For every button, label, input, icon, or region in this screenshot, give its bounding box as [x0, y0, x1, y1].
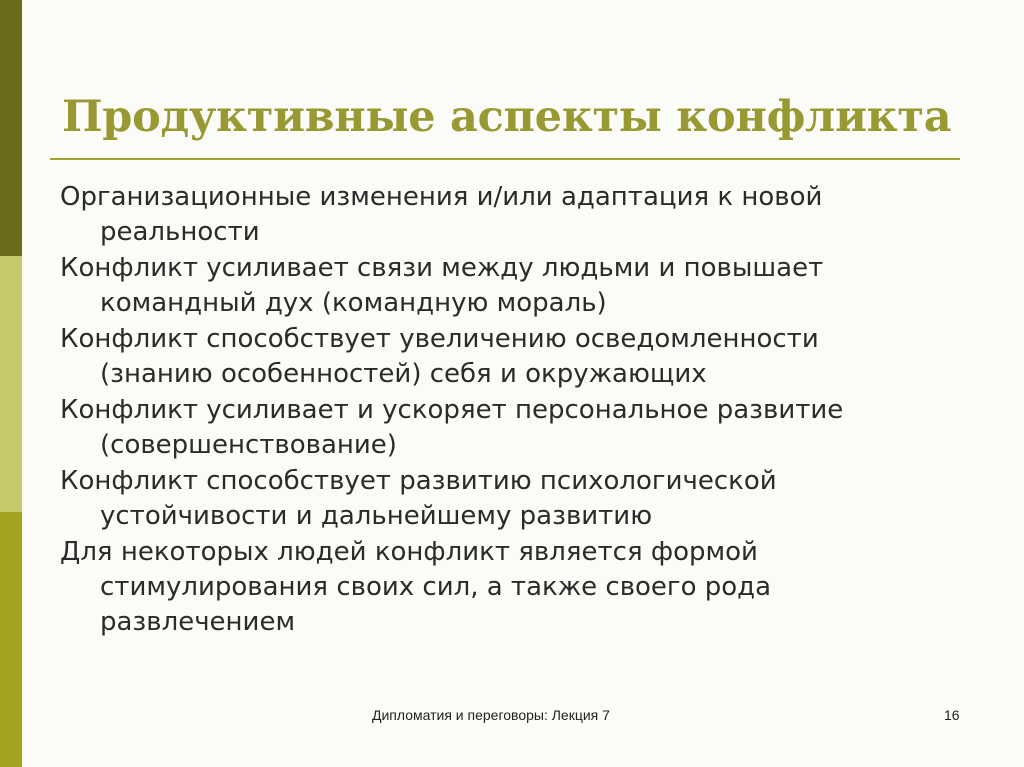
bullet-line: Организационные изменения и/или адаптация к новой: [60, 182, 823, 212]
bullet-line: Конфликт способствует развитию психологической: [60, 466, 777, 496]
bullet-line: Конфликт усиливает и ускоряет персональное развитие: [60, 395, 844, 425]
bullet-line: (знанию особенностей) себя и окружающих: [100, 359, 707, 389]
bullet-line: стимулирования своих сил, а также своего рода: [100, 572, 772, 602]
sidebar-segment-bottom: [0, 512, 22, 767]
sidebar-accent-bar: [0, 0, 22, 767]
slide-footer: Дипломатия и переговоры: Лекция 7: [372, 707, 610, 723]
bullet-line: развлечением: [100, 607, 296, 637]
bullet-line: командный дух (командную мораль): [100, 288, 607, 318]
bullet-line: устойчивости и дальнейшему развитию: [100, 501, 653, 531]
bullet-line: Для некоторых людей конфликт является формой: [60, 537, 758, 567]
bullet-item: [60, 535, 990, 640]
bullet-line: реальности: [100, 217, 260, 247]
bullet-line: Конфликт способствует увеличению осведомленности: [60, 324, 819, 354]
bullet-list: [60, 180, 990, 641]
bullet-line: Конфликт усиливает связи между людьми и повышает: [60, 253, 824, 283]
slide-title: Продуктивные аспекты конфликта: [62, 92, 952, 142]
page-number: 16: [944, 707, 960, 723]
sidebar-segment-top: [0, 0, 22, 256]
sidebar-segment-middle: [0, 256, 22, 512]
bullet-item: [60, 393, 990, 463]
bullet-line: (совершенствование): [100, 430, 397, 460]
title-underline: [50, 158, 960, 160]
bullet-item: [60, 180, 990, 250]
bullet-item: [60, 464, 990, 534]
bullet-item: [60, 322, 990, 392]
bullet-item: [60, 251, 990, 321]
